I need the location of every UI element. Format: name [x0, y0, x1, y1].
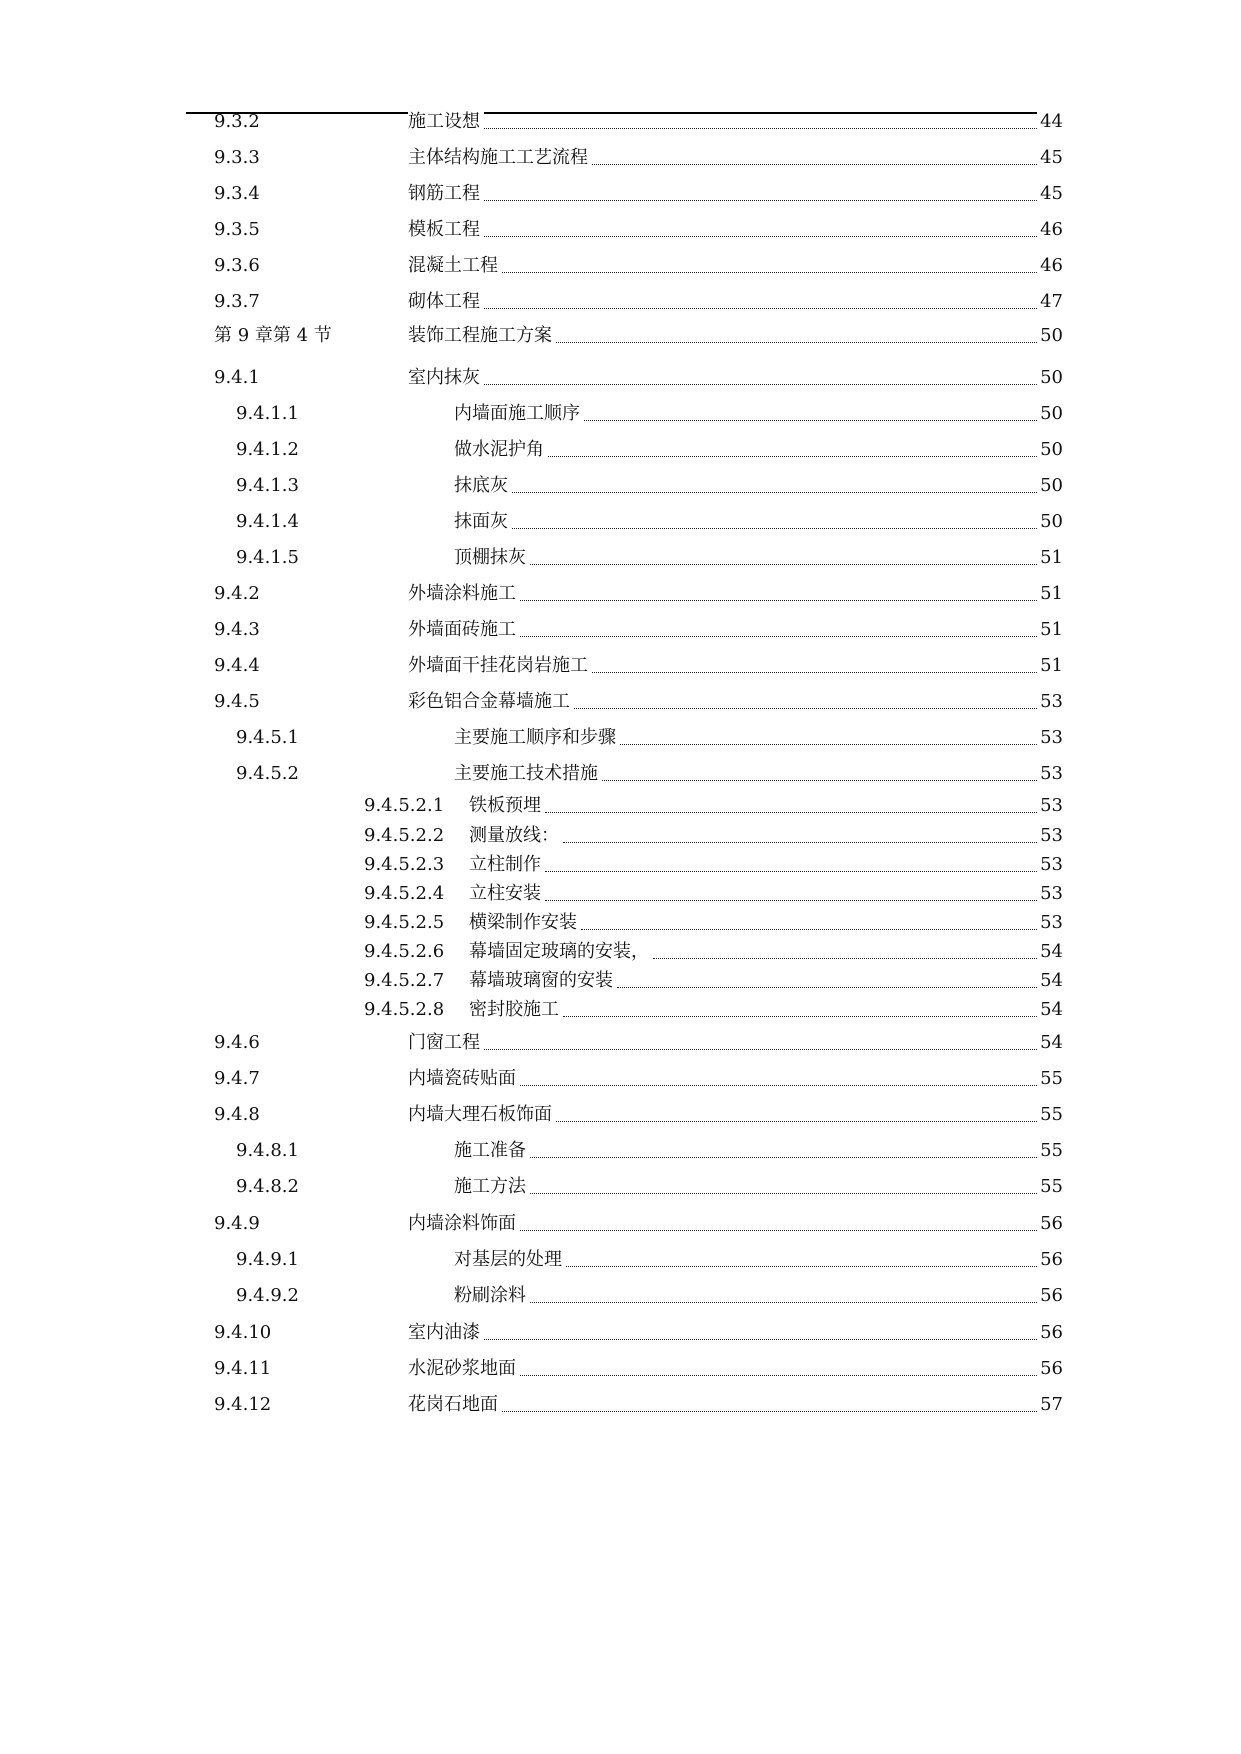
toc-entry[interactable] [0, 543, 1241, 573]
toc-entry-page: 53 [1037, 791, 1063, 821]
toc-entry-number: 9.4.3 [214, 619, 260, 640]
toc-entry-number: 9.3.5 [214, 219, 260, 240]
toc-entry-page: 56 [1037, 1245, 1063, 1275]
toc-entry-page: 53 [1037, 821, 1063, 851]
toc-entry-title: 内墙瓷砖贴面 [408, 1064, 520, 1094]
toc-entry[interactable] [0, 1100, 1241, 1130]
toc-entry[interactable] [0, 723, 1241, 753]
toc-entry-page: 54 [1037, 1028, 1063, 1058]
toc-entry-page: 55 [1037, 1136, 1063, 1166]
toc-entry-page: 53 [1037, 723, 1063, 753]
toc-entry-title: 施工准备 [454, 1136, 530, 1166]
toc-entry-title: 水泥砂浆地面 [408, 1354, 520, 1384]
toc-entry[interactable] [0, 107, 1241, 137]
dot-leader [484, 200, 1061, 201]
toc-entry-title: 室内抹灰 [408, 363, 484, 393]
toc-entry[interactable] [0, 759, 1241, 789]
toc-entry-number: 9.4.1.4 [236, 511, 299, 532]
toc-entry-title: 铁板预埋 [469, 791, 545, 821]
toc-entry-title: 顶棚抹灰 [454, 543, 530, 573]
dot-leader [520, 600, 1061, 601]
toc-entry-title: 模板工程 [408, 215, 484, 245]
dot-leader [566, 1266, 1061, 1267]
toc-entry-number: 第 9 章第 4 节 [214, 325, 332, 346]
toc-entry[interactable] [0, 1354, 1241, 1384]
dot-leader [653, 958, 1061, 959]
toc-entry-page: 55 [1037, 1064, 1063, 1094]
toc-entry-page: 53 [1037, 908, 1063, 938]
toc-entry-number: 9.4.8.1 [236, 1140, 299, 1161]
toc-entry-number: 9.4.5.2.3 [364, 854, 445, 875]
dot-leader [548, 456, 1061, 457]
toc-entry-page: 54 [1037, 966, 1063, 996]
toc-entry-number: 9.4.2 [214, 583, 260, 604]
toc-entry-page: 53 [1037, 687, 1063, 717]
toc-entry-page: 47 [1037, 287, 1063, 317]
toc-entry[interactable] [0, 435, 1241, 465]
toc-entry[interactable] [0, 850, 1241, 880]
toc-entry[interactable] [0, 1136, 1241, 1166]
toc-entry[interactable] [0, 995, 1241, 1025]
toc-entry-title: 内墙涂料饰面 [408, 1209, 520, 1239]
toc-entry[interactable] [0, 615, 1241, 645]
dot-leader [484, 384, 1061, 385]
toc-entry[interactable] [0, 251, 1241, 281]
toc-entry-number: 9.4.7 [214, 1068, 260, 1089]
toc-entry[interactable] [0, 179, 1241, 209]
dot-leader [484, 1049, 1061, 1050]
toc-entry-page: 50 [1037, 321, 1063, 351]
toc-entry-number: 9.4.5.2.7 [364, 970, 445, 991]
dot-leader [530, 1157, 1061, 1158]
toc-entry[interactable] [0, 471, 1241, 501]
toc-entry-number: 9.4.1.3 [236, 475, 299, 496]
toc-entry-title: 内墙面施工顺序 [454, 399, 584, 429]
toc-entry[interactable] [0, 143, 1241, 173]
toc-entry-page: 55 [1037, 1100, 1063, 1130]
toc-entry[interactable] [0, 1172, 1241, 1202]
toc-entry-page: 50 [1037, 363, 1063, 393]
toc-entry-page: 46 [1037, 215, 1063, 245]
toc-entry-number: 9.4.5.1 [236, 727, 299, 748]
toc-entry-title: 粉刷涂料 [454, 1281, 530, 1311]
toc-entry-title: 抹底灰 [454, 471, 512, 501]
dot-leader [530, 1302, 1061, 1303]
toc-entry-title: 钢筋工程 [408, 179, 484, 209]
dot-leader [502, 1411, 1061, 1412]
dot-leader [520, 1085, 1061, 1086]
toc-entry-title: 彩色铝合金幕墙施工 [408, 687, 574, 717]
toc-entry-title: 对基层的处理 [454, 1245, 566, 1275]
toc-entry-number: 9.4.9.1 [236, 1249, 299, 1270]
toc-entry[interactable] [0, 687, 1241, 717]
toc-entry[interactable] [0, 363, 1241, 393]
dot-leader [484, 236, 1061, 237]
dot-leader [484, 1339, 1061, 1340]
toc-entry-number: 9.4.5.2.2 [364, 825, 445, 846]
toc-entry-title: 外墙面砖施工 [408, 615, 520, 645]
toc-entry-number: 9.4.5.2.6 [364, 941, 445, 962]
toc-entry[interactable] [0, 1390, 1241, 1420]
toc-entry[interactable] [0, 1064, 1241, 1094]
dot-leader [545, 812, 1061, 813]
toc-entry-page: 55 [1037, 1172, 1063, 1202]
toc-entry-page: 51 [1037, 543, 1063, 573]
dot-leader [530, 1193, 1061, 1194]
toc-entry-page: 54 [1037, 937, 1063, 967]
toc-entry[interactable] [0, 579, 1241, 609]
toc-entry-number: 9.4.10 [214, 1322, 272, 1343]
toc-entry-title: 混凝土工程 [408, 251, 502, 281]
dot-leader [584, 420, 1061, 421]
toc-entry-page: 45 [1037, 143, 1063, 173]
toc-entry-page: 56 [1037, 1354, 1063, 1384]
toc-entry[interactable] [0, 287, 1241, 317]
toc-entry-title: 幕墙固定玻璃的安装， [469, 937, 653, 967]
toc-entry-page: 50 [1037, 435, 1063, 465]
toc-entry[interactable] [0, 321, 1241, 351]
dot-leader [520, 636, 1061, 637]
toc-entry-title: 横梁制作安装 [469, 908, 581, 938]
toc-entry-page: 51 [1037, 651, 1063, 681]
toc-entry-number: 9.4.1.2 [236, 439, 299, 460]
toc-entry[interactable] [0, 399, 1241, 429]
toc-entry-title: 花岗石地面 [408, 1390, 502, 1420]
toc-entry-page: 45 [1037, 179, 1063, 209]
toc-entry-number: 9.4.5.2.8 [364, 999, 445, 1020]
dot-leader [520, 1230, 1061, 1231]
toc-entry-number: 9.3.2 [214, 111, 260, 132]
toc-entry[interactable] [0, 1245, 1241, 1275]
toc-entry-title: 砌体工程 [408, 287, 484, 317]
dot-leader [617, 987, 1061, 988]
toc-entry-number: 9.4.9 [214, 1213, 260, 1234]
toc-entry-number: 9.4.1 [214, 367, 260, 388]
toc-entry[interactable] [0, 908, 1241, 938]
toc-entry-number: 9.3.3 [214, 147, 260, 168]
toc-entry-page: 56 [1037, 1209, 1063, 1239]
toc-entry-title: 立柱制作 [469, 850, 545, 880]
dot-leader [592, 164, 1061, 165]
dot-leader [545, 871, 1061, 872]
dot-leader [484, 308, 1061, 309]
toc-entry-page: 53 [1037, 879, 1063, 909]
dot-leader [592, 672, 1061, 673]
toc-entry-title: 做水泥护角 [454, 435, 548, 465]
toc-entry[interactable] [0, 215, 1241, 245]
toc-entry[interactable] [0, 507, 1241, 537]
dot-leader [574, 708, 1061, 709]
toc-entry-title: 主要施工技术措施 [454, 759, 602, 789]
toc-entry-page: 46 [1037, 251, 1063, 281]
toc-entry-title: 抹面灰 [454, 507, 512, 537]
toc-entry-number: 9.3.7 [214, 291, 260, 312]
toc-entry-page: 53 [1037, 850, 1063, 880]
toc-entry[interactable] [0, 1209, 1241, 1239]
toc-entry-page: 50 [1037, 507, 1063, 537]
toc-entry-number: 9.4.5.2.1 [364, 795, 445, 816]
toc-entry-page: 53 [1037, 759, 1063, 789]
toc-entry-title: 门窗工程 [408, 1028, 484, 1058]
toc-entry-title: 室内油漆 [408, 1318, 484, 1348]
dot-leader [620, 744, 1061, 745]
toc-entry[interactable] [0, 937, 1241, 967]
toc-entry-page: 44 [1037, 107, 1063, 137]
dot-leader [512, 492, 1061, 493]
toc-entry-title: 密封胶施工 [469, 995, 563, 1025]
dot-leader [563, 1016, 1061, 1017]
toc-entry-number: 9.4.5 [214, 691, 260, 712]
toc-entry[interactable] [0, 1281, 1241, 1311]
dot-leader [484, 128, 1061, 129]
toc-entry-number: 9.4.8.2 [236, 1176, 299, 1197]
toc-entry-title: 施工方法 [454, 1172, 530, 1202]
toc-entry-page: 50 [1037, 471, 1063, 501]
toc-entry[interactable] [0, 1318, 1241, 1348]
dot-leader [581, 929, 1061, 930]
toc-entry-number: 9.4.1.5 [236, 547, 299, 568]
toc-entry-title: 施工设想 [408, 107, 484, 137]
toc-entry[interactable] [0, 651, 1241, 681]
dot-leader [556, 342, 1061, 343]
dot-leader [556, 1121, 1061, 1122]
toc-entry[interactable] [0, 1028, 1241, 1058]
toc-entry-page: 56 [1037, 1318, 1063, 1348]
toc-entry-title: 装饰工程施工方案 [408, 321, 556, 351]
toc-entry[interactable] [0, 791, 1241, 821]
toc-entry-title: 测量放线： [469, 821, 563, 851]
toc-entry-page: 51 [1037, 579, 1063, 609]
toc-entry-page: 50 [1037, 399, 1063, 429]
toc-entry-number: 9.4.5.2 [236, 763, 299, 784]
dot-leader [545, 900, 1061, 901]
dot-leader [502, 272, 1061, 273]
dot-leader [530, 564, 1061, 565]
toc-entry-number: 9.4.12 [214, 1394, 272, 1415]
toc-entry-page: 57 [1037, 1390, 1063, 1420]
toc-entry-number: 9.4.11 [214, 1358, 272, 1379]
toc-entry[interactable] [0, 821, 1241, 851]
toc-entry-title: 内墙大理石板饰面 [408, 1100, 556, 1130]
toc-entry-title: 主体结构施工工艺流程 [408, 143, 592, 173]
toc-entry-page: 56 [1037, 1281, 1063, 1311]
toc-entry-title: 幕墙玻璃窗的安装 [469, 966, 617, 996]
toc-entry-title: 外墙涂料施工 [408, 579, 520, 609]
toc-entry-number: 9.4.4 [214, 655, 260, 676]
toc-entry-number: 9.4.6 [214, 1032, 260, 1053]
toc-entry-number: 9.4.1.1 [236, 403, 299, 424]
toc-entry-page: 51 [1037, 615, 1063, 645]
toc-entry-number: 9.4.8 [214, 1104, 260, 1125]
toc-entry-number: 9.3.4 [214, 183, 260, 204]
dot-leader [520, 1375, 1061, 1376]
toc-entry[interactable] [0, 879, 1241, 909]
toc-entry-number: 9.4.5.2.5 [364, 912, 445, 933]
dot-leader [512, 528, 1061, 529]
toc-entry-title: 外墙面干挂花岗岩施工 [408, 651, 592, 681]
toc-entry[interactable] [0, 966, 1241, 996]
toc-entry-number: 9.4.5.2.4 [364, 883, 445, 904]
toc-entry-page: 54 [1037, 995, 1063, 1025]
toc-entry-title: 主要施工顺序和步骤 [454, 723, 620, 753]
dot-leader [563, 842, 1061, 843]
toc-entry-title: 立柱安装 [469, 879, 545, 909]
toc-entry-number: 9.4.9.2 [236, 1285, 299, 1306]
dot-leader [602, 780, 1061, 781]
toc-entry-number: 9.3.6 [214, 255, 260, 276]
